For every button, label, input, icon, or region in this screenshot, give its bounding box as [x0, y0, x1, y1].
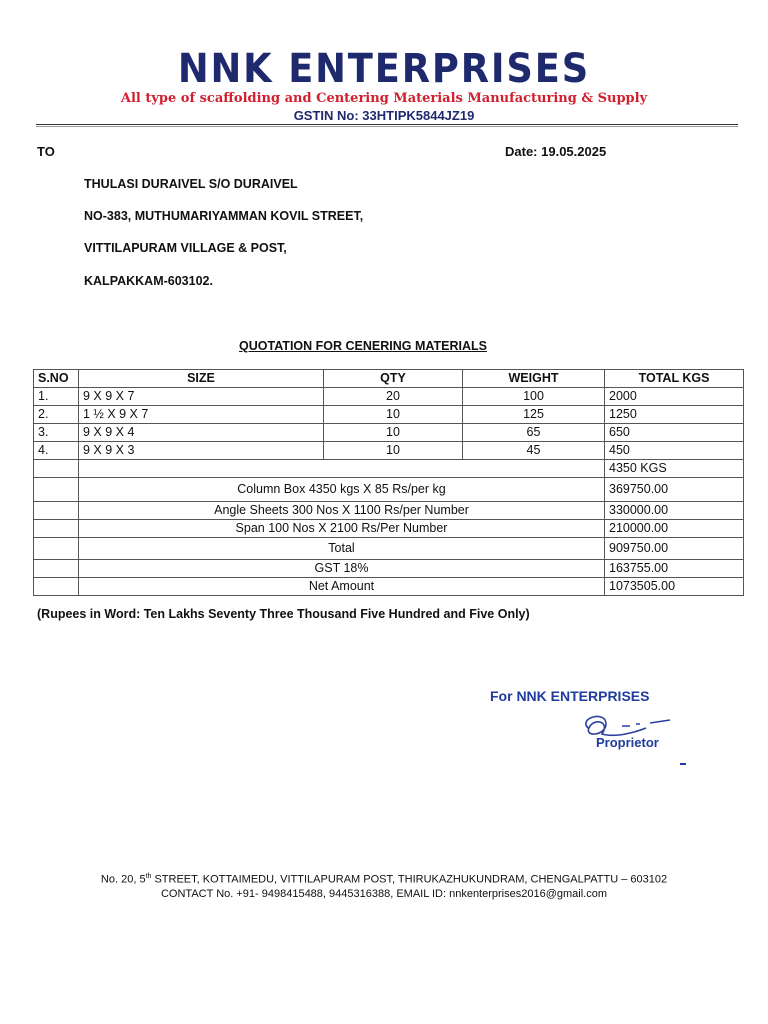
table-row [34, 424, 744, 442]
charge-row [34, 502, 744, 520]
charge-amount: 369750.00 [605, 478, 744, 502]
header-divider [36, 124, 738, 127]
signatory-company: For NNK ENTERPRISES [490, 688, 650, 704]
column-header-total-kgs: TOTAL KGS [605, 370, 744, 388]
empty-cell [34, 478, 79, 502]
recipient-address-line-2: VITTILAPURAM VILLAGE & POST, [84, 241, 287, 255]
cell-total: 650 [605, 424, 744, 442]
net-amount-value: 1073505.00 [605, 578, 744, 596]
empty-cell [34, 578, 79, 596]
table-row [34, 406, 744, 424]
gstin-number: GSTIN No: 33HTIPK5844JZ19 [293, 108, 475, 123]
cell-size: 9 X 9 X 3 [79, 442, 324, 460]
recipient-name: THULASI DURAIVEL S/O DURAIVEL [84, 177, 298, 191]
cell-size: 9 X 9 X 4 [79, 424, 324, 442]
cell-sno: 4. [34, 442, 79, 460]
footer-contact: CONTACT No. +91- 9498415488, 9445316388, EMAIL ID: nnkenterprises2016@gmail.com [160, 888, 607, 900]
subtotal-row [34, 538, 744, 560]
empty-cell [34, 460, 79, 478]
empty-cell [34, 520, 79, 538]
recipient-address-line-3: KALPAKKAM-603102. [84, 274, 213, 288]
column-header-size: SIZE [79, 370, 324, 388]
cell-sno: 1. [34, 388, 79, 406]
quotation-table [33, 369, 744, 596]
cell-weight: 100 [463, 388, 605, 406]
cell-weight: 65 [463, 424, 605, 442]
gst-label: GST 18% [79, 560, 605, 578]
empty-cell [79, 460, 605, 478]
total-label: Total [79, 538, 605, 560]
total-kgs-value: 4350 KGS [605, 460, 744, 478]
cell-weight: 125 [463, 406, 605, 424]
empty-cell [34, 538, 79, 560]
empty-cell [34, 560, 79, 578]
recipient-address-line-1: NO-383, MUTHUMARIYAMMAN KOVIL STREET, [84, 209, 364, 223]
column-header-weight: WEIGHT [463, 370, 605, 388]
cell-total: 450 [605, 442, 744, 460]
charge-description: Angle Sheets 300 Nos X 1100 Rs/per Number [79, 502, 605, 520]
cell-weight: 45 [463, 442, 605, 460]
company-name: NNK ENTERPRISES [177, 46, 591, 92]
charge-amount: 210000.00 [605, 520, 744, 538]
total-value: 909750.00 [605, 538, 744, 560]
signatory-title: Proprietor [596, 735, 659, 750]
cell-sno: 3. [34, 424, 79, 442]
footer-address [0, 873, 768, 886]
charge-description: Column Box 4350 kgs X 85 Rs/per kg [79, 478, 605, 502]
cell-size: 1 ½ X 9 X 7 [79, 406, 324, 424]
net-amount-row [34, 578, 744, 596]
quotation-date: Date: 19.05.2025 [505, 144, 607, 159]
cell-qty: 10 [324, 442, 463, 460]
footer-address-ordinal: th [145, 873, 152, 880]
charge-row [34, 520, 744, 538]
table-row [34, 388, 744, 406]
company-tagline: All type of scaffolding and Centering Materials Manufacturing & Supply [120, 91, 648, 106]
column-header-sno: S.NO [34, 370, 79, 388]
cell-qty: 20 [324, 388, 463, 406]
gst-row [34, 560, 744, 578]
quotation-title: QUOTATION FOR CENERING MATERIALS [239, 339, 487, 353]
table-row [34, 442, 744, 460]
empty-cell [34, 502, 79, 520]
charge-row [34, 478, 744, 502]
cell-qty: 10 [324, 424, 463, 442]
total-kgs-row [34, 460, 744, 478]
cell-size: 9 X 9 X 7 [79, 388, 324, 406]
amount-in-words: (Rupees in Word: Ten Lakhs Seventy Three Thousand Five Hundred and Five Only) [37, 607, 530, 621]
footer-address-part: No. 20, 5 [100, 873, 146, 886]
cell-total: 1250 [605, 406, 744, 424]
charge-description: Span 100 Nos X 2100 Rs/Per Number [79, 520, 605, 538]
to-label: TO [37, 144, 55, 159]
cell-qty: 10 [324, 406, 463, 424]
column-header-qty: QTY [324, 370, 463, 388]
net-amount-label: Net Amount [79, 578, 605, 596]
gst-value: 163755.00 [605, 560, 744, 578]
charge-amount: 330000.00 [605, 502, 744, 520]
footer-address-part: STREET, KOTTAIMEDU, VITTILAPURAM POST, THIRUKAZHUKUNDRAM, CHENGALPATTU – 603102 [151, 873, 668, 886]
cell-total: 2000 [605, 388, 744, 406]
table-header-row [34, 370, 744, 388]
cell-sno: 2. [34, 406, 79, 424]
